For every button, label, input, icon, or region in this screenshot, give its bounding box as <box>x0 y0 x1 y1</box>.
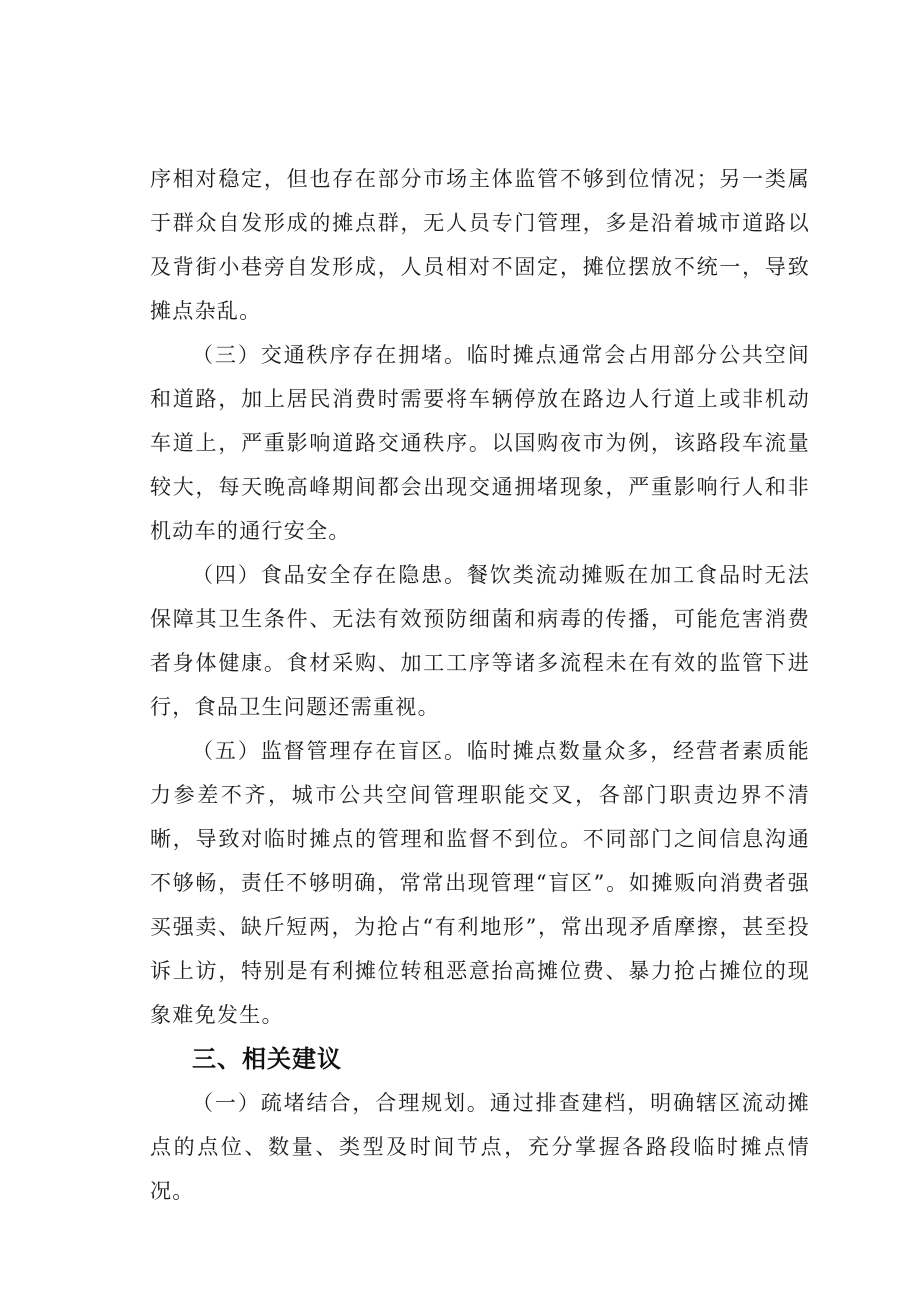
paragraph-traffic-congestion: （三）交通秩序存在拥堵。临时摊点通常会占用部分公共空间和道路，加上居民消费时需要将车辆停放在路边人行道上或非机动车道上，严重影响道路交通秩序。以国购夜市为例，该路段车流量较大，每天晚高峰期间都会出现交通拥堵现象，严重影响行人和非机动车的通行安全。 <box>150 343 810 543</box>
document-body <box>150 157 810 1213</box>
section-heading-suggestions: 三、相关建议 <box>192 1045 342 1073</box>
paragraph-market-disorder: 序相对稳定，但也存在部分市场主体监管不够到位情况；另一类属于群众自发形成的摊点群，无人员专门管理，多是沿着城市道路以及背街小巷旁自发形成，人员相对不固定，摊位摆放不统一，导致摊点杂乱。 <box>150 167 810 323</box>
paragraph-planning: （一）疏堵结合，合理规划。通过排查建档，明确辖区流动摊点的点位、数量、类型及时间节点，充分掌握各路段临时摊点情况。 <box>150 1091 810 1203</box>
paragraph-food-safety: （四）食品安全存在隐患。餐饮类流动摊贩在加工食品时无法保障其卫生条件、无法有效预防细菌和病毒的传播，可能危害消费者身体健康。食材采购、加工工序等诸多流程未在有效的监管下进行，食品卫生问题还需重视。 <box>150 563 810 719</box>
paragraph-supervision-blind-spots: （五）监督管理存在盲区。临时摊点数量众多，经营者素质能力参差不齐，城市公共空间管理职能交叉，各部门职责边界不清晰，导致对临时摊点的管理和监督不到位。不同部门之间信息沟通不够畅，责任不够明确，常常出现管理“盲区”。如摊贩向消费者强买强卖、缺斤短两，为抢占“有利地形”，常出现矛盾摩擦，甚至投诉上访，特别是有利摊位转租恶意抬高摊位费、暴力抢占摊位的现象难免发生。 <box>150 739 810 1027</box>
